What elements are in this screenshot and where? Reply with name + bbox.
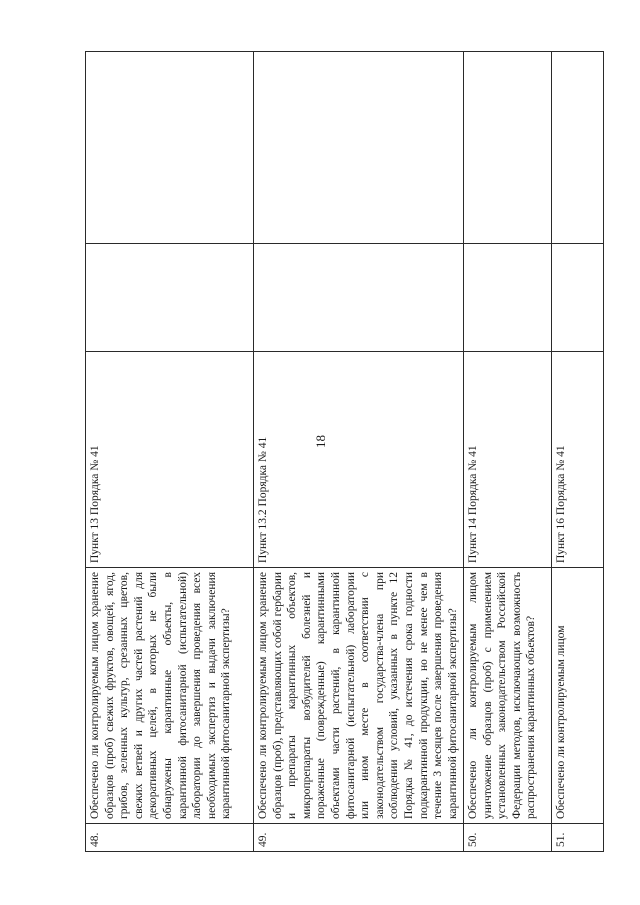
row-number: 48.: [86, 824, 254, 852]
empty-answer-cell: [86, 244, 254, 352]
row-number: 50.: [464, 824, 552, 852]
empty-answer-cell: [552, 244, 604, 352]
table-row: [86, 52, 254, 852]
question-text: Обеспечено ли контролируемым лицом уничтожение образцов (проб) с применением установленных законодательством Российской Федерации методов, исключающих возможность распространения карантинных объектов?: [464, 568, 552, 824]
empty-note-cell: [464, 52, 552, 244]
table-row: [254, 52, 464, 852]
question-text: Обеспечено ли контролируемым лицом хранение образцов (проб) свежих фруктов, овощей, ягод, грибов, зеленных культур, срезанных цветов, свежих ветвей и других частей растений для декоративных целей, в которых не были обнаружены карантинные объекты, в карантинной фитосанитарной (испытательной) лаборатории до завершения проведения всех необходимых экспертиз и выдачи заключения карантинной фитосанитарной экспертизы?: [86, 568, 254, 824]
empty-answer-cell: [254, 244, 464, 352]
empty-note-cell: [86, 52, 254, 244]
reference-text: Пункт 16 Порядка № 41: [552, 352, 604, 568]
table-row: [552, 52, 604, 852]
reference-text: Пункт 13.2 Порядка № 41: [254, 352, 464, 568]
question-text: Обеспечено ли контролируемым лицом хранение образцов (проб), представляющих собой гербарии и препараты карантинных объектов, микропрепараты возбудителей болезней и пораженные (поврежденные) карантинными объектами части растений, в карантинной фитосанитарной (испытательной) лаборатории или ином месте в соответствии с законодательством государства-члена при соблюдении условий, указанных в пункте 12 Порядка № 41, до истечения срока годности подкарантинной продукции, но не менее чем в течение 3 месяцев после завершения проведения карантинной фитосанитарной экспертизы?: [254, 568, 464, 824]
empty-note-cell: [254, 52, 464, 244]
reference-text: Пункт 13 Порядка № 41: [86, 352, 254, 568]
empty-answer-cell: [464, 244, 552, 352]
empty-note-cell: [552, 52, 604, 244]
row-number: 51.: [552, 824, 604, 852]
question-text: Обеспечено ли контролируемым лицом: [552, 568, 604, 824]
checklist-table: [85, 51, 604, 852]
reference-text: Пункт 14 Порядка № 41: [464, 352, 552, 568]
checklist-table-rotated: [85, 52, 603, 852]
table-row: [464, 52, 552, 852]
page-number: 18: [313, 435, 328, 448]
row-number: 49.: [254, 824, 464, 852]
